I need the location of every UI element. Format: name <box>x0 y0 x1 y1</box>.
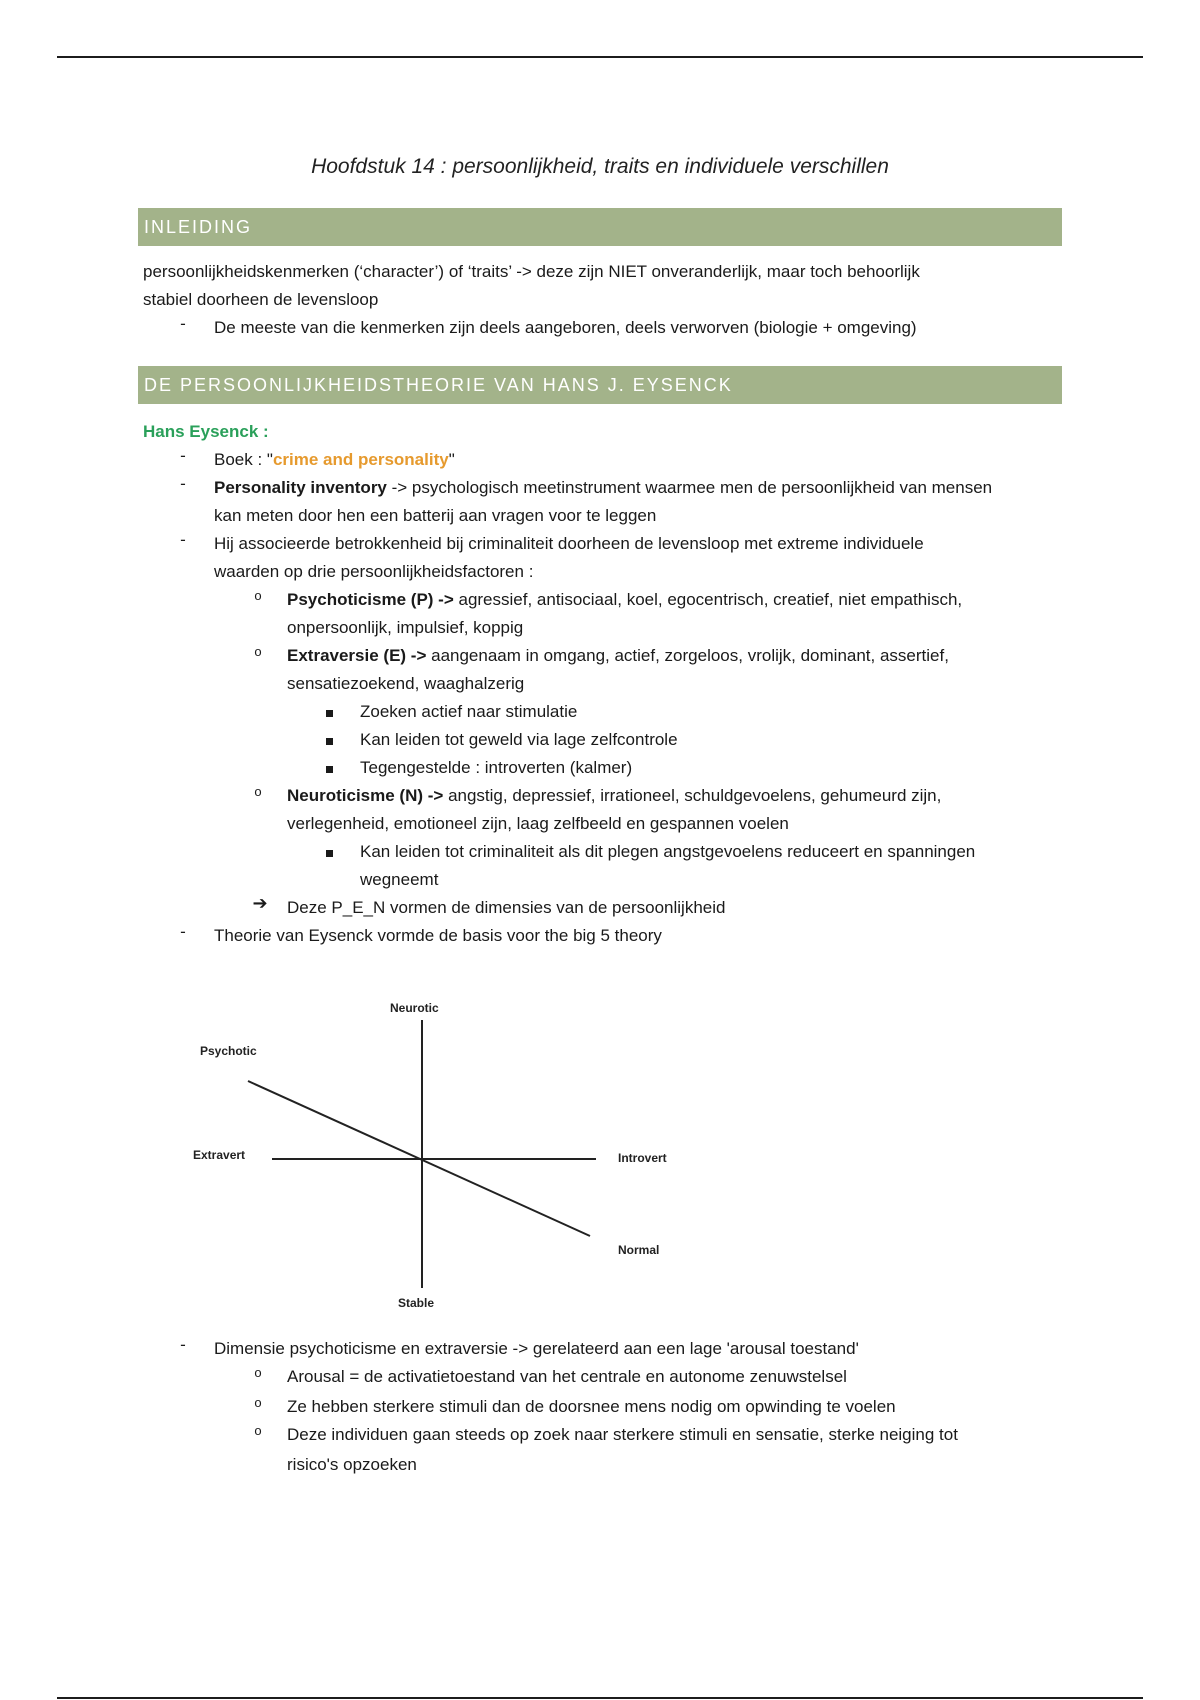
arousal-main: Dimensie psychoticisme en extraversie -> gerelateerd aan een lage 'arousal toestand' <box>214 1339 859 1358</box>
n-desc: angstig, depressief, irrationeel, schuldgevoelens, gehumeurd zijn, <box>443 786 942 805</box>
circle-bullet-icon: o <box>254 1423 262 1438</box>
section-heading-inleiding: INLEIDING <box>138 208 1062 246</box>
circle-bullet-icon: o <box>254 1395 262 1410</box>
e-term: Extraversie (E) -> <box>287 646 427 665</box>
eysenck-dimensions-diagram <box>180 990 700 1320</box>
n-sub-line-2: wegneemt <box>360 870 439 889</box>
pen-line: Deze P_E_N vormen de dimensies van de persoonlijkheid <box>287 898 726 917</box>
section-heading-eysenck: DE PERSOONLIJKHEIDSTHEORIE VAN HANS J. EYSENCK <box>138 366 1062 404</box>
square-bullet-icon <box>326 766 333 773</box>
label-introvert: Introvert <box>618 1151 667 1165</box>
label-neurotic: Neurotic <box>390 1001 439 1015</box>
page-title: Hoofdstuk 14 : persoonlijkheid, traits en individuele verschillen <box>311 155 889 178</box>
square-bullet-icon <box>326 738 333 745</box>
top-rule <box>57 56 1143 58</box>
theory-line: Theorie van Eysenck vormde de basis voor the big 5 theory <box>214 926 662 945</box>
label-psychotic: Psychotic <box>200 1044 257 1058</box>
inventory-line-1 <box>214 474 992 502</box>
dash-bullet: - <box>180 446 186 465</box>
n-line-2: verlegenheid, emotioneel zijn, laag zelfbeeld en gespannen voelen <box>287 814 789 833</box>
e-line-2: sensatiezoekend, waaghalzerig <box>287 674 525 693</box>
circle-bullet-icon: o <box>254 588 262 603</box>
eysenck-name: Hans Eysenck : <box>143 422 269 441</box>
arousal-sub-3-line-2: risico's opzoeken <box>287 1455 417 1474</box>
circle-bullet-icon: o <box>254 1365 262 1380</box>
e-sub-item: Tegengestelde : introverten (kalmer) <box>360 758 633 777</box>
inventory-line-2: kan meten door hen een batterij aan vragen voor te leggen <box>214 506 657 525</box>
circle-bullet-icon: o <box>254 784 262 799</box>
dash-bullet: - <box>180 314 186 333</box>
arousal-sub-1: Arousal = de activatietoestand van het centrale en autonome zenuwstelsel <box>287 1367 847 1386</box>
dash-bullet: - <box>180 922 186 941</box>
e-desc: aangenaam in omgang, actief, zorgeloos, vrolijk, dominant, assertief, <box>426 646 949 665</box>
p-term: Psychoticisme (P) -> <box>287 590 454 609</box>
inventory-term: Personality inventory <box>214 478 387 497</box>
n-line-1 <box>287 782 941 810</box>
dash-bullet: - <box>180 530 186 549</box>
e-line-1 <box>287 642 949 670</box>
intro-bullet: De meeste van die kenmerken zijn deels aangeboren, deels verworven (biologie + omgeving) <box>214 318 917 337</box>
boek-line <box>214 446 455 474</box>
p-line-1 <box>287 586 962 614</box>
e-sub-item: Kan leiden tot geweld via lage zelfcontrole <box>360 730 678 749</box>
n-sub-line-1: Kan leiden tot criminaliteit als dit plegen angstgevoelens reduceert en spanningen <box>360 842 976 861</box>
square-bullet-icon <box>326 850 333 857</box>
intro-line-2: stabiel doorheen de levensloop <box>143 290 379 309</box>
p-desc: agressief, antisociaal, koel, egocentrisch, creatief, niet empathisch, <box>453 590 963 609</box>
boek-title: crime and personality <box>272 450 449 469</box>
dash-bullet: - <box>180 1335 186 1354</box>
bottom-rule <box>57 1697 1143 1699</box>
square-bullet-icon <box>326 710 333 717</box>
boek-prefix: Boek : " <box>214 450 273 469</box>
n-term: Neuroticisme (N) -> <box>287 786 444 805</box>
arrow-right-icon: ➔ <box>252 893 268 913</box>
p-line-2: onpersoonlijk, impulsief, koppig <box>287 618 524 637</box>
inventory-desc: -> psychologisch meetinstrument waarmee men de persoonlijkheid van mensen <box>386 478 993 497</box>
assoc-line-1: Hij associeerde betrokkenheid bij criminaliteit doorheen de levensloop met extreme individuele <box>214 534 924 553</box>
boek-suffix: " <box>448 450 455 469</box>
assoc-line-2: waarden op drie persoonlijkheidsfactoren : <box>214 562 534 581</box>
dash-bullet: - <box>180 474 186 493</box>
arousal-sub-2: Ze hebben sterkere stimuli dan de doorsnee mens nodig om opwinding te voelen <box>287 1397 896 1416</box>
circle-bullet-icon: o <box>254 644 262 659</box>
e-sub-item: Zoeken actief naar stimulatie <box>360 702 578 721</box>
label-extravert: Extravert <box>193 1148 246 1162</box>
label-normal: Normal <box>618 1243 660 1257</box>
intro-line-1: persoonlijkheidskenmerken (‘character’) of ‘traits’ -> deze zijn NIET onveranderlijk, maar toch behoorlijk <box>143 262 920 281</box>
arousal-sub-3-line-1: Deze individuen gaan steeds op zoek naar sterkere stimuli en sensatie, sterke neiging tot <box>287 1425 958 1444</box>
label-stable: Stable <box>398 1296 435 1310</box>
